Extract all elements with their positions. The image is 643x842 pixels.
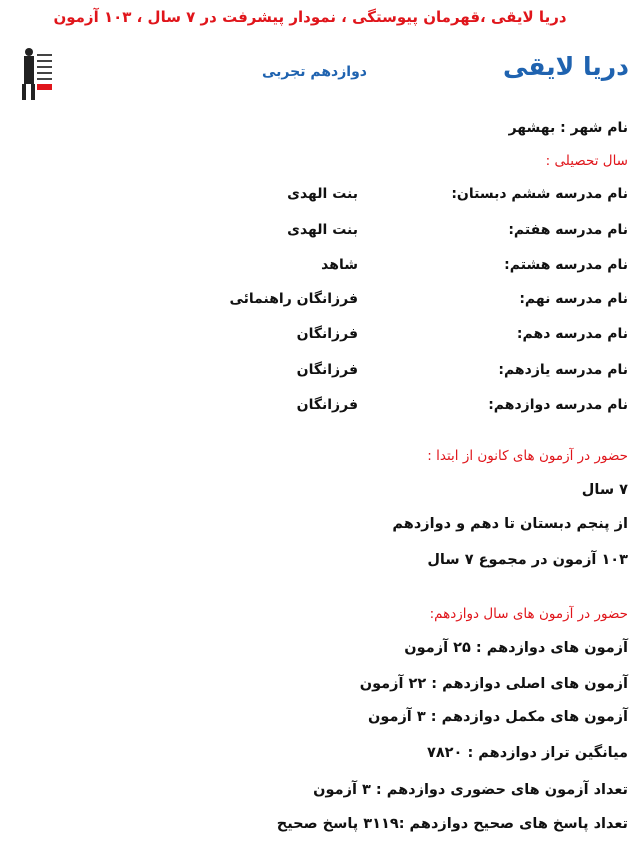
- attendance-line: از پنجم دبستان تا دهم و دوازدهم: [392, 516, 628, 532]
- school-label: نام مدرسه نهم:: [519, 291, 628, 307]
- grade12-line: آزمون های اصلی دوازدهم : ۲۲ آزمون: [359, 676, 628, 692]
- school-value: فرزانگان: [296, 397, 358, 413]
- page-header-title: دریا لایقی ،قهرمان پیوستگی ، نمودار پیشرفت در ۷ سال ، ۱۰۳ آزمون: [53, 8, 567, 26]
- attendance-line: ۷ سال: [581, 482, 628, 498]
- grade12-heading: حضور در آزمون های سال دوازدهم:: [429, 606, 628, 622]
- city-line: نام شهر : بهشهر: [508, 120, 628, 136]
- school-label: نام مدرسه دوازدهم:: [488, 397, 628, 413]
- grade12-line: آزمون های دوازدهم : ۲۵ آزمون: [404, 640, 628, 656]
- school-label: نام مدرسه ششم دبستان:: [451, 186, 628, 202]
- grade-label: دوازدهم تجربی: [262, 64, 367, 80]
- student-name: دریا لایقی: [503, 52, 629, 81]
- school-value: شاهد: [321, 257, 358, 273]
- school-value: بنت الهدی: [287, 222, 358, 238]
- attendance-line: ۱۰۳ آزمون در مجموع ۷ سال: [427, 552, 628, 568]
- attendance-heading: حضور در آزمون های کانون از ابتدا :: [427, 448, 628, 464]
- grade12-line: تعداد پاسخ های صحیح دوازدهم :۳۱۱۹ پاسخ صحیح: [276, 816, 628, 832]
- school-label: نام مدرسه دهم:: [516, 326, 628, 342]
- school-value: فرزانگان: [296, 326, 358, 342]
- school-value: فرزانگان راهنمائی: [229, 291, 358, 307]
- school-value: فرزانگان: [296, 362, 358, 378]
- school-label: نام مدرسه هشتم:: [504, 257, 628, 273]
- school-label: نام مدرسه یازدهم:: [498, 362, 628, 378]
- kanoon-logo: [20, 46, 54, 102]
- grade12-line: میانگین تراز دوازدهم : ۷۸۲۰: [426, 745, 628, 761]
- education-heading: سال تحصیلی :: [545, 153, 628, 169]
- school-label: نام مدرسه هفتم:: [508, 222, 628, 238]
- grade12-line: تعداد آزمون های حضوری دوازدهم : ۳ آزمون: [313, 782, 628, 798]
- school-value: بنت الهدی: [287, 186, 358, 202]
- grade12-line: آزمون های مکمل دوازدهم : ۳ آزمون: [368, 709, 628, 725]
